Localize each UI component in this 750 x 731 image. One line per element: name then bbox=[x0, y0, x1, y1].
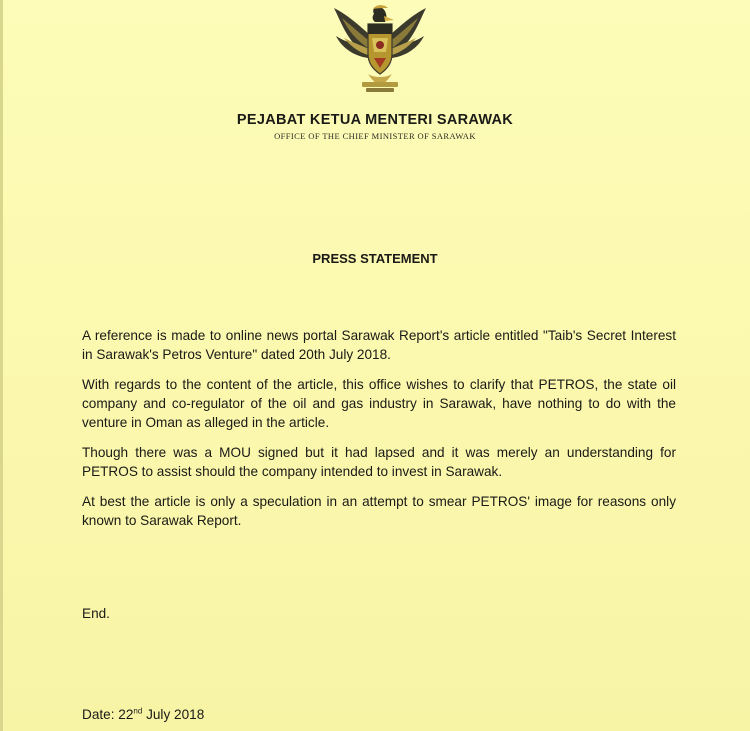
statement-body bbox=[82, 326, 676, 541]
paragraph-3: Though there was a MOU signed but it had lapsed and it was merely an understanding for PETROS to assist should the company intended to invest in Sarawak. bbox=[82, 445, 676, 479]
paper-edge bbox=[0, 0, 3, 731]
date-label: Date: 22 bbox=[82, 707, 134, 722]
sarawak-crest-icon bbox=[328, 2, 432, 96]
statement-date bbox=[82, 707, 204, 722]
office-name-english: OFFICE OF THE CHIEF MINISTER OF SARAWAK bbox=[274, 131, 476, 141]
office-name: PEJABAT KETUA MENTERI SARAWAK bbox=[236, 112, 514, 128]
closing-text: End. bbox=[82, 606, 110, 621]
date-month-year: July 2018 bbox=[142, 707, 205, 722]
paragraph-2: With regards to the content of the article, this office wishes to clarify that PETROS, the state oil company and co-regulator of the oil and gas industry in Sarawak, have nothing to do with the venture in Oman as alleged in the article. bbox=[82, 377, 676, 430]
date-ordinal-suffix: nd bbox=[133, 706, 143, 716]
page-title: PRESS STATEMENT bbox=[312, 251, 438, 266]
paragraph-4: At best the article is only a speculation in an attempt to smear PETROS' image for reasons only known to Sarawak Report. bbox=[82, 494, 676, 528]
paragraph-1: A reference is made to online news portal Sarawak Report's article entitled "Taib's Secret Interest in Sarawak's Petros Venture" dated 20th July 2018. bbox=[82, 328, 676, 362]
